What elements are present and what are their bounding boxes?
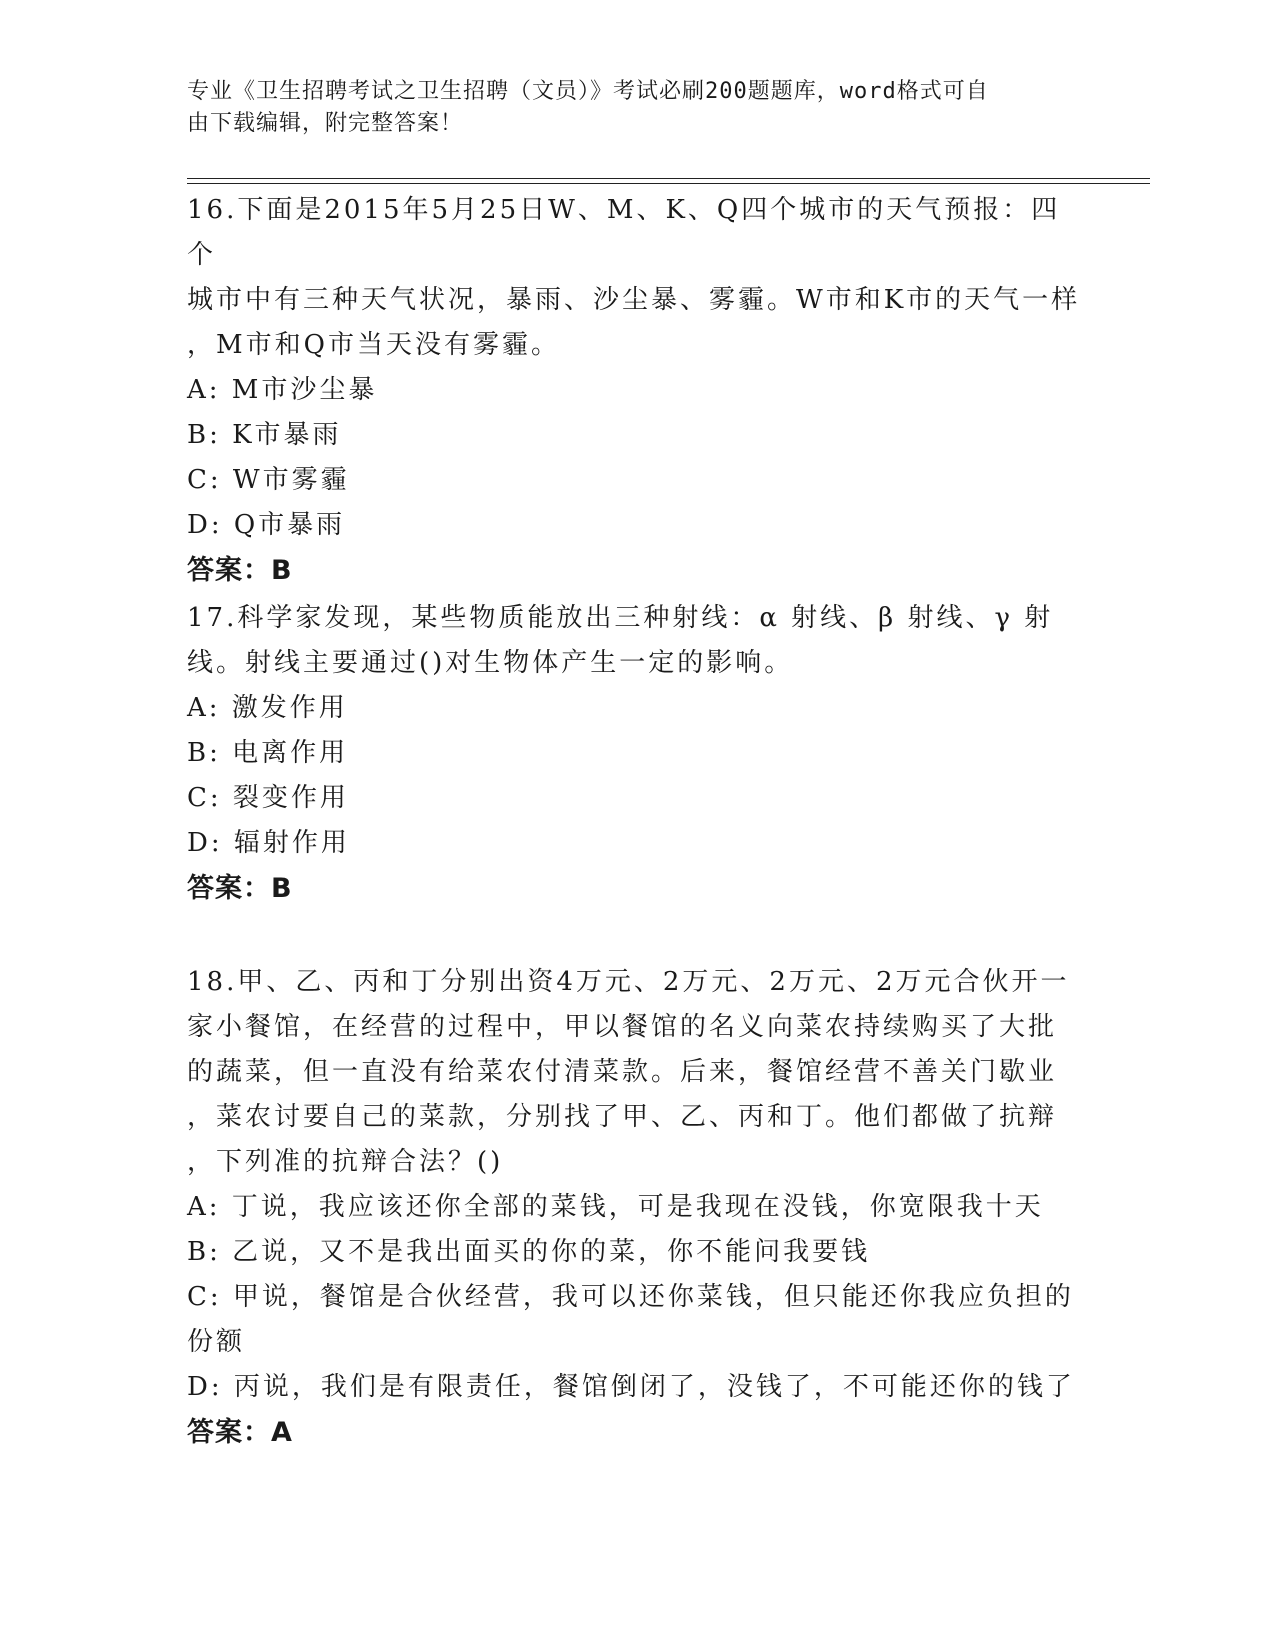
- stem-line: 18.甲、乙、丙和丁分别出资4万元、2万元、2万元、2万元合伙开一: [187, 967, 1070, 997]
- option-a: A: M市沙尘暴: [187, 375, 378, 405]
- stem-line: 家小餐馆，在经营的过程中，甲以餐馆的名义向菜农持续购买了大批: [187, 1012, 1058, 1042]
- question-18: [187, 960, 1087, 1455]
- option-a: A: 丁说，我应该还你全部的菜钱，可是我现在没钱，你宽限我十天: [187, 1192, 1044, 1222]
- question-stem: [187, 960, 1087, 1185]
- stem-line: 线。射线主要通过()对生物体产生一定的影响。: [187, 648, 794, 678]
- question-stem: [187, 596, 1087, 686]
- question-stem: [187, 188, 1087, 368]
- stem-line: ，下列准的抗辩合法？(): [187, 1147, 504, 1177]
- header-divider: [187, 183, 1150, 184]
- stem-line: ，菜农讨要自己的菜款，分别找了甲、乙、丙和丁。他们都做了抗辩: [187, 1102, 1058, 1132]
- header-line: 专业《卫生招聘考试之卫生招聘（文员）》考试必刷200题题库，word格式可自: [187, 79, 989, 104]
- stem-line: 17.科学家发现，某些物质能放出三种射线：α 射线、β 射线、γ 射: [187, 603, 1054, 633]
- answer: 答案：B: [187, 873, 293, 904]
- option-c: C: 裂变作用: [187, 783, 349, 813]
- answer: 答案：A: [187, 1417, 293, 1448]
- stem-line: ，M市和Q市当天没有雾霾。: [187, 330, 560, 360]
- stem-line: 的蔬菜，但一直没有给菜农付清菜款。后来，餐馆经营不善关门歇业: [187, 1057, 1058, 1087]
- option-d: D: 辐射作用: [187, 828, 350, 858]
- option-b: B: K市暴雨: [187, 420, 342, 450]
- option-c-continued: 份额: [187, 1327, 246, 1357]
- option-d: D: 丙说，我们是有限责任，餐馆倒闭了，没钱了，不可能还你的钱了: [187, 1372, 1075, 1402]
- option-a: A: 激发作用: [187, 693, 348, 723]
- stem-line: 城市中有三种天气状况，暴雨、沙尘暴、雾霾。W市和K市的天气一样: [187, 285, 1081, 315]
- header-divider: [187, 178, 1150, 179]
- stem-line: 16.下面是2015年5月25日W、M、K、Q四个城市的天气预报：四个: [187, 195, 1061, 270]
- answer: 答案：B: [187, 555, 293, 586]
- question-17: [187, 596, 1087, 911]
- header-line: 由下载编辑，附完整答案！: [187, 111, 464, 136]
- option-b: B: 乙说，又不是我出面买的你的菜，你不能问我要钱: [187, 1237, 871, 1267]
- option-b: B: 电离作用: [187, 738, 349, 768]
- document-header: [187, 76, 1067, 140]
- option-d: D: Q市暴雨: [187, 510, 346, 540]
- question-16: [187, 188, 1087, 593]
- option-c: C: W市雾霾: [187, 465, 350, 495]
- option-c: C: 甲说，餐馆是合伙经营，我可以还你菜钱，但只能还你我应负担的: [187, 1282, 1074, 1312]
